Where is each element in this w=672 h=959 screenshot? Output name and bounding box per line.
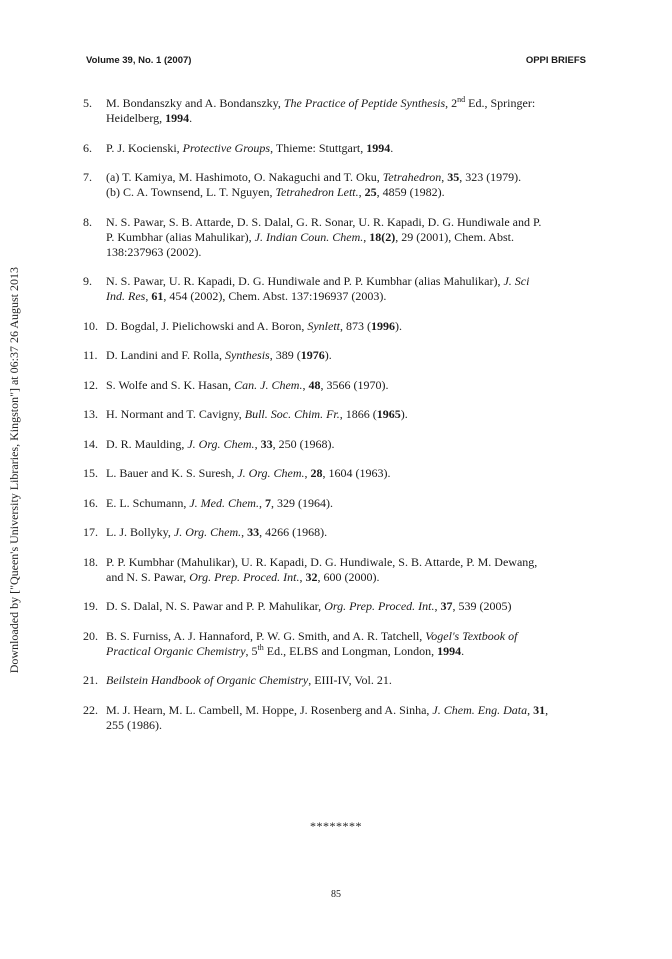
- citation-text: , 873 (: [339, 318, 371, 333]
- reference-line: [106, 111, 603, 126]
- citation-text: ,: [545, 702, 549, 717]
- citation-emphasis: 7: [264, 495, 271, 510]
- reference-item: [83, 170, 603, 200]
- citation-emphasis: 48: [308, 377, 321, 392]
- citation-text: M. Bondanszky and A. Bondanszky,: [106, 96, 284, 110]
- citation-text: ,: [299, 569, 306, 584]
- citation-text: , 454 (2002), Chem. Abst. 137:196937 (2003).: [163, 289, 387, 303]
- citation-title: Tetrahedron: [382, 170, 442, 184]
- citation-text: (b) C. A. Townsend, L. T. Nguyen,: [106, 185, 276, 199]
- reference-text: [106, 629, 603, 659]
- reference-number: 17.: [83, 525, 98, 539]
- reference-line: [106, 319, 603, 334]
- ordinal-suffix: th: [257, 642, 264, 652]
- reference-line: [106, 141, 603, 156]
- citation-emphasis: 1965: [376, 407, 401, 421]
- end-separator: ********: [310, 819, 362, 833]
- citation-emphasis: 32: [305, 569, 318, 584]
- citation-title: J. Chem. Eng. Data: [432, 702, 528, 717]
- reference-item: [83, 525, 603, 540]
- reference-number: 8.: [83, 214, 92, 229]
- download-notice: Downloaded by ["Queen's University Libraries, Kingston"] at 06:37 26 August 2013: [6, 266, 21, 674]
- citation-title: Tetrahedron Lett.: [275, 185, 359, 199]
- citation-text: , 389 (: [269, 348, 301, 362]
- citation-title: Synthesis: [225, 348, 270, 362]
- reference-line: [106, 230, 603, 245]
- reference-text: [106, 170, 603, 200]
- citation-text: , 2: [445, 96, 458, 110]
- citation-emphasis: 33: [247, 525, 260, 539]
- journal-volume: Volume 39, No. 1 (2007): [86, 55, 192, 66]
- reference-text: [106, 319, 603, 334]
- citation-text: and N. S. Pawar,: [106, 569, 190, 584]
- reference-text: [106, 96, 603, 126]
- reference-line: [106, 407, 603, 422]
- citation-text: .: [189, 111, 193, 125]
- reference-item: [83, 599, 603, 614]
- citation-text: Ed., ELBS and Longman, London,: [263, 643, 438, 658]
- citation-title: Bull. Soc. Chim. Fr.: [244, 407, 340, 421]
- reference-line: [106, 496, 603, 511]
- citation-text: ,: [441, 170, 448, 184]
- citation-text: ,: [258, 495, 265, 510]
- citation-text: E. L. Schumann,: [106, 495, 190, 510]
- reference-item: [83, 319, 603, 334]
- citation-title: J. Org. Chem.: [173, 525, 242, 539]
- citation-title: Vogel's Textbook of: [425, 628, 518, 643]
- citation-text: , 3566 (1970).: [320, 377, 389, 392]
- citation-text: .: [461, 643, 465, 658]
- reference-line: [106, 555, 603, 570]
- citation-text: ,: [145, 289, 152, 303]
- reference-line: [106, 437, 603, 452]
- reference-text: [106, 274, 603, 304]
- reference-line: [106, 348, 603, 363]
- reference-line: [106, 673, 603, 688]
- reference-number: 18.: [83, 554, 98, 569]
- citation-text: , 250 (1968).: [272, 436, 335, 451]
- citation-text: N. S. Pawar, U. R. Kapadi, D. G. Hundiwale and P. P. Kumbhar (alias Mahulikar),: [106, 274, 504, 288]
- reference-item: [83, 466, 603, 481]
- citation-text: P. P. Kumbhar (Mahulikar), U. R. Kapadi, D. G. Hundiwale, S. B. Attarde, P. M. Dewang,: [106, 554, 538, 569]
- citation-text: 255 (1986).: [106, 717, 162, 732]
- citation-text: Ed., Springer:: [465, 96, 536, 110]
- citation-title: Org. Prep. Proced. Int.: [189, 569, 300, 584]
- citation-text: S. Wolfe and S. K. Hasan,: [106, 377, 235, 392]
- citation-title: Beilstein Handbook of Organic Chemistry: [106, 673, 309, 687]
- reference-number: 9.: [83, 274, 92, 288]
- reference-number: 10.: [83, 318, 98, 333]
- citation-title: Practical Organic Chemistry: [106, 643, 246, 658]
- reference-line: [106, 274, 603, 289]
- reference-line: [106, 170, 603, 185]
- section-title: OPPI BRIEFS: [525, 55, 586, 66]
- citation-text: B. S. Furniss, A. J. Hannaford, P. W. G. Smith, and A. R. Tatchell,: [106, 628, 426, 643]
- ordinal-suffix: nd: [457, 95, 466, 104]
- citation-text: ).: [400, 407, 408, 421]
- reference-text: [106, 466, 603, 481]
- reference-number: 6.: [83, 140, 92, 155]
- citation-text: ,: [434, 599, 441, 613]
- citation-title: Can. J. Chem.: [234, 377, 303, 392]
- reference-number: 22.: [83, 702, 98, 717]
- reference-text: [106, 703, 603, 733]
- citation-text: 138:237963 (2002).: [106, 244, 202, 259]
- reference-number: 20.: [83, 628, 98, 643]
- reference-line: [106, 525, 603, 540]
- citation-text: , Thieme: Stuttgart,: [270, 140, 367, 155]
- citation-text: , 4859 (1982).: [376, 185, 445, 199]
- citation-text: , 4266 (1968).: [259, 525, 328, 539]
- citation-text: ).: [394, 318, 402, 333]
- reference-text: [106, 141, 603, 156]
- citation-text: ,: [241, 525, 248, 539]
- page-number: 85: [331, 889, 341, 900]
- citation-emphasis: 1996: [370, 318, 395, 333]
- download-watermark: [6, 220, 22, 720]
- citation-emphasis: 37: [440, 599, 453, 613]
- citation-text: , 29 (2001), Chem. Abst.: [395, 229, 514, 244]
- citation-emphasis: 28: [310, 466, 323, 480]
- reference-line: [106, 718, 603, 733]
- reference-line: [106, 245, 603, 260]
- reference-item: [83, 141, 603, 156]
- reference-number: 14.: [83, 436, 98, 451]
- running-header: [86, 55, 586, 66]
- reference-number: 19.: [83, 599, 98, 613]
- reference-text: [106, 555, 603, 585]
- citation-title: J. Med. Chem.: [189, 495, 259, 510]
- reference-text: [106, 348, 603, 363]
- reference-line: [106, 703, 603, 718]
- citation-text: P. Kumbhar (alias Mahulikar),: [106, 229, 255, 244]
- reference-line: [106, 215, 603, 230]
- citation-text: , 329 (1964).: [270, 495, 333, 510]
- reference-list: [83, 96, 603, 747]
- citation-title: J. Indian Coun. Chem.: [254, 229, 364, 244]
- reference-line: [106, 570, 603, 585]
- citation-emphasis: 1994: [366, 140, 391, 155]
- citation-text: L. J. Bollyky,: [106, 525, 174, 539]
- citation-text: , 539 (2005): [452, 599, 512, 613]
- citation-text: , 323 (1979).: [459, 170, 522, 184]
- reference-item: [83, 496, 603, 511]
- reference-text: [106, 673, 603, 688]
- reference-item: [83, 555, 603, 585]
- reference-line: [106, 629, 603, 644]
- citation-emphasis: 61: [151, 289, 164, 303]
- citation-text: ,: [358, 185, 365, 199]
- citation-emphasis: 35: [447, 170, 460, 184]
- citation-text: .: [390, 140, 394, 155]
- reference-item: [83, 437, 603, 452]
- citation-title: Org. Prep. Proced. Int.: [324, 599, 435, 613]
- reference-number: 5.: [83, 96, 92, 110]
- reference-item: [83, 629, 603, 659]
- reference-line: [106, 96, 603, 111]
- citation-text: , EIII-IV, Vol. 21.: [308, 673, 392, 687]
- reference-item: [83, 407, 603, 422]
- citation-text: ).: [324, 348, 332, 362]
- citation-title: J. Org. Chem.: [237, 466, 305, 480]
- reference-line: [106, 599, 603, 614]
- citation-text: D. Landini and F. Rolla,: [106, 348, 226, 362]
- citation-text: H. Normant and T. Cavigny,: [106, 407, 245, 421]
- citation-title: Ind. Res: [106, 289, 146, 303]
- citation-text: ,: [527, 702, 534, 717]
- reference-item: [83, 703, 603, 733]
- reference-line: [106, 466, 603, 481]
- reference-text: [106, 378, 603, 393]
- reference-text: [106, 599, 603, 614]
- citation-text: ,: [254, 436, 261, 451]
- citation-text: ,: [304, 466, 311, 480]
- citation-text: D. Bogdal, J. Pielichowski and A. Boron,: [106, 318, 308, 333]
- citation-emphasis: 31: [533, 702, 546, 717]
- citation-title: Protective Groups: [182, 140, 271, 155]
- citation-emphasis: 18(2): [369, 229, 396, 244]
- reference-item: [83, 215, 603, 260]
- reference-item: [83, 378, 603, 393]
- citation-title: Synlett: [307, 318, 340, 333]
- citation-title: The Practice of Peptide Synthesis: [283, 96, 446, 110]
- citation-text: M. J. Hearn, M. L. Cambell, M. Hoppe, J. Rosenberg and A. Sinha,: [106, 702, 433, 717]
- citation-title: J. Sci: [503, 274, 530, 288]
- reference-text: [106, 407, 603, 422]
- citation-emphasis: 25: [364, 185, 377, 199]
- reference-item: [83, 673, 603, 688]
- citation-text: , 5: [245, 643, 258, 658]
- reference-number: 21.: [83, 673, 98, 687]
- reference-item: [83, 96, 603, 126]
- reference-text: [106, 525, 603, 540]
- citation-text: D. S. Dalal, N. S. Pawar and P. P. Mahulikar,: [106, 599, 325, 613]
- citation-text: (a) T. Kamiya, M. Hashimoto, O. Nakaguchi and T. Oku,: [106, 170, 383, 184]
- citation-text: ,: [363, 229, 370, 244]
- citation-text: L. Bauer and K. S. Suresh,: [106, 466, 238, 480]
- citation-text: ,: [302, 377, 309, 392]
- citation-emphasis: 1994: [437, 643, 462, 658]
- reference-text: [106, 437, 603, 452]
- citation-text: D. R. Maulding,: [106, 436, 188, 451]
- citation-emphasis: 1994: [165, 111, 190, 125]
- reference-number: 15.: [83, 466, 98, 480]
- reference-item: [83, 348, 603, 363]
- citation-emphasis: 1976: [300, 348, 325, 362]
- reference-number: 16.: [83, 495, 98, 510]
- reference-number: 11.: [83, 348, 98, 362]
- reference-text: [106, 215, 603, 260]
- reference-line: [106, 289, 603, 304]
- reference-text: [106, 496, 603, 511]
- citation-emphasis: 33: [260, 436, 273, 451]
- reference-number: 13.: [83, 407, 98, 421]
- reference-number: 7.: [83, 170, 92, 184]
- citation-text: , 1866 (: [339, 407, 377, 421]
- citation-text: Heidelberg,: [106, 111, 166, 125]
- reference-line: [106, 644, 603, 659]
- citation-text: N. S. Pawar, S. B. Attarde, D. S. Dalal, G. R. Sonar, U. R. Kapadi, D. G. Hundiwale and P.: [106, 214, 542, 229]
- reference-item: [83, 274, 603, 304]
- citation-text: P. J. Kocienski,: [106, 140, 183, 155]
- citation-text: , 1604 (1963).: [322, 466, 391, 480]
- reference-line: [106, 378, 603, 393]
- reference-number: 12.: [83, 377, 98, 392]
- reference-line: [106, 185, 603, 200]
- citation-text: , 600 (2000).: [317, 569, 380, 584]
- citation-title: J. Org. Chem.: [187, 436, 255, 451]
